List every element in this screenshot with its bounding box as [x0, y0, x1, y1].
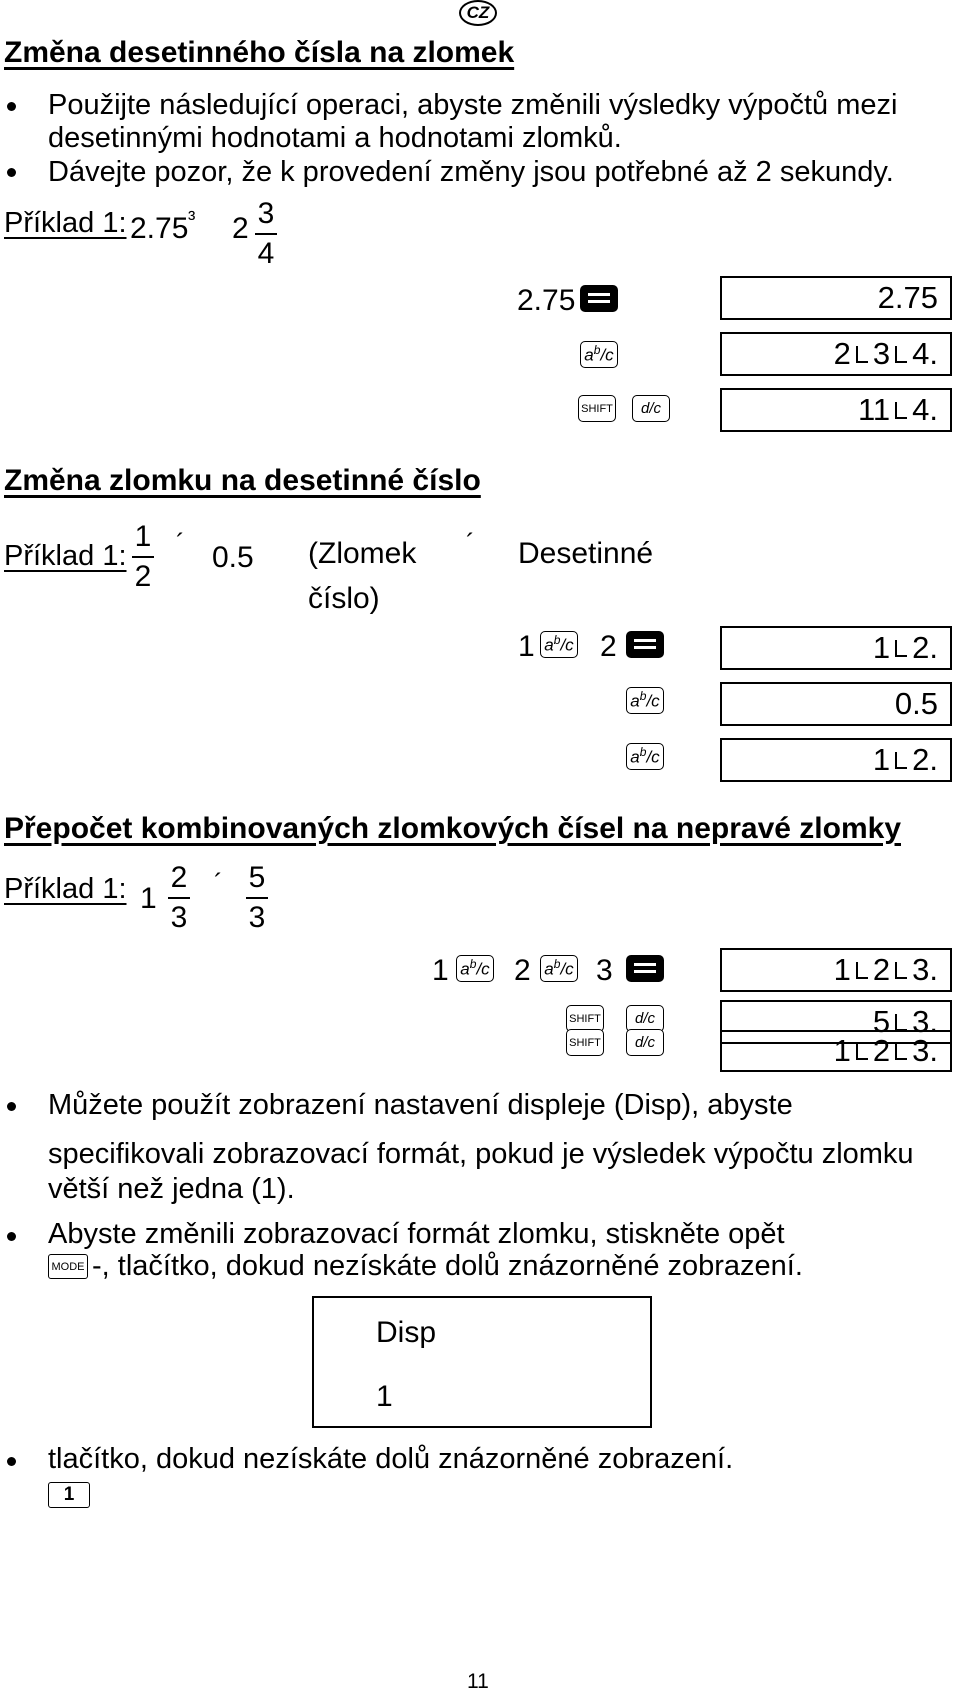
fraction-bar	[132, 556, 154, 558]
fraction-numerator: 5	[248, 861, 266, 894]
display-value: 0.5	[894, 686, 938, 721]
display-value: 3	[872, 336, 891, 371]
arrow-glyph: ´	[466, 528, 475, 558]
fraction-numerator: 1	[134, 520, 152, 553]
calculator-display	[720, 738, 952, 782]
example-whole: 2	[232, 212, 249, 245]
shift-key[interactable]: SHIFT	[566, 1029, 604, 1056]
calculator-display	[720, 1030, 952, 1072]
arrow-glyph: ´	[214, 868, 223, 898]
fraction-key-abc[interactable]	[626, 743, 664, 770]
fraction-key-abc[interactable]	[540, 955, 578, 982]
fraction-separator	[895, 752, 907, 769]
note-text: číslo)	[308, 582, 380, 615]
bullet	[7, 102, 16, 111]
disp-value: 1	[376, 1380, 393, 1413]
fraction-numerator: 3	[257, 197, 275, 230]
note-text: (Zlomek	[308, 537, 417, 570]
bullet	[7, 1457, 16, 1466]
key-input-value: 3	[596, 954, 613, 987]
fraction-key-abc[interactable]	[580, 341, 618, 368]
paragraph-line: Dávejte pozor, že k provedení změny jsou potřebné až 2 sekundy.	[48, 156, 894, 188]
display-value: 1	[833, 1033, 851, 1068]
fraction-key-glyph: $a^b/c$	[460, 957, 490, 979]
section-title-fraction-to-decimal: Změna zlomku na desetinné číslo	[4, 464, 481, 497]
paragraph-line: specifikovali zobrazovací formát, pokud je výsledek výpočtu zlomku	[48, 1138, 914, 1170]
fraction-separator	[895, 640, 907, 657]
page-number: 11	[467, 1670, 489, 1693]
fraction-separator	[895, 1043, 907, 1060]
fraction-separator	[856, 346, 868, 363]
display-value: 3.	[912, 952, 938, 987]
fraction-separator	[856, 1043, 868, 1060]
key-input-value: 1	[432, 954, 449, 987]
display-value: 5	[872, 1004, 891, 1039]
equals-key[interactable]	[580, 285, 618, 312]
example-result: 0.5	[212, 541, 254, 574]
fraction-separator	[895, 346, 907, 363]
shift-key[interactable]: SHIFT	[578, 395, 616, 422]
d-c-key[interactable]: d/c	[632, 395, 670, 422]
fraction-denominator: 4	[257, 237, 275, 270]
one-key[interactable]: 1	[48, 1482, 90, 1508]
disp-label: Disp	[376, 1316, 437, 1349]
calculator-display	[720, 948, 952, 992]
calculator-display	[720, 626, 952, 670]
display-value: 2.75	[877, 280, 938, 315]
display-value: 4.	[912, 392, 938, 427]
section-title-mixed-to-improper: Přepočet kombinovaných zlomkových čísel na nepravé zlomky	[4, 812, 901, 845]
example-label: Příklad 1:	[4, 207, 127, 239]
bullet	[7, 168, 16, 177]
arrow-glyph: ´	[176, 528, 185, 558]
fraction-bar	[168, 897, 190, 899]
equals-key[interactable]	[626, 955, 664, 982]
calculator-display	[720, 332, 952, 376]
fraction-denominator: 2	[134, 560, 152, 593]
key-input-value: 2	[600, 630, 617, 663]
language-badge-label: CZ	[466, 3, 490, 22]
key-input-value: 2.75	[517, 284, 576, 317]
paragraph-line: tlačítko, dokud nezískáte dolů znázorněné zobrazení.	[48, 1443, 734, 1475]
fraction-key-abc[interactable]	[456, 955, 494, 982]
fraction-separator	[895, 402, 907, 419]
paragraph-line: větší než jedna (1).	[48, 1173, 295, 1205]
shift-key[interactable]: SHIFT	[566, 1005, 604, 1032]
fraction-key-abc[interactable]	[540, 631, 578, 658]
key-input-value: 2	[514, 954, 531, 987]
paragraph-line: Abyste změnili zobrazovací formát zlomku, stiskněte opět	[48, 1218, 785, 1250]
display-value: 2	[872, 952, 891, 987]
example-decimal: 2.75	[130, 212, 189, 245]
fraction-denominator: 3	[170, 901, 188, 934]
language-badge	[459, 0, 497, 26]
calculator-display	[720, 276, 952, 320]
note-text: Desetinné	[518, 537, 654, 570]
display-value: 2.	[912, 630, 938, 665]
display-value: 11	[857, 392, 891, 427]
d-c-key[interactable]: d/c	[626, 1029, 664, 1056]
display-value: 3.	[912, 1004, 938, 1039]
example-label: Příklad 1:	[4, 873, 127, 905]
display-value: 1	[833, 952, 851, 987]
display-value: 1	[872, 742, 891, 777]
fraction-separator	[895, 1014, 907, 1031]
calculator-display	[720, 388, 952, 432]
display-value: 2	[872, 1033, 891, 1068]
fraction-key-glyph: $a^b/c$	[584, 343, 614, 365]
mode-key[interactable]: MODE	[48, 1254, 88, 1279]
fraction-numerator: 2	[170, 861, 188, 894]
fraction-key-glyph: $a^b/c$	[544, 633, 574, 655]
bullet	[7, 1232, 16, 1241]
example-fraction	[255, 198, 277, 270]
paragraph-line: Použijte následující operaci, abyste změnili výsledky výpočtů mezi	[48, 89, 898, 121]
example-fraction	[132, 521, 154, 593]
equals-key[interactable]	[626, 631, 664, 658]
display-value: 2.	[912, 742, 938, 777]
paragraph-line: desetinnými hodnotami a hodnotami zlomků.	[48, 122, 622, 154]
example-result-fraction	[246, 862, 268, 934]
fraction-key-glyph: $a^b/c$	[630, 745, 660, 767]
display-value: 3.	[912, 1033, 938, 1068]
fraction-bar	[246, 897, 268, 899]
fraction-key-glyph: $a^b/c$	[544, 957, 574, 979]
fraction-key-abc[interactable]	[626, 687, 664, 714]
fraction-denominator: 3	[248, 901, 266, 934]
d-c-key[interactable]: d/c	[626, 1005, 664, 1032]
paragraph-line: -, tlačítko, dokud nezískáte dolů znázorněné zobrazení.	[92, 1250, 803, 1282]
display-value: 4.	[912, 336, 938, 371]
disp-display-box	[312, 1296, 652, 1428]
section-title-decimal-to-fraction: Změna desetinného čísla na zlomek	[4, 36, 515, 69]
fraction-separator	[856, 962, 868, 979]
calculator-display	[720, 682, 952, 726]
key-input-value: 1	[518, 630, 535, 663]
example-whole: 1	[140, 882, 157, 915]
display-value: 2	[833, 336, 851, 371]
display-value: 1	[872, 630, 891, 665]
example-fraction	[168, 862, 190, 934]
fraction-bar	[255, 233, 277, 235]
fraction-key-glyph: $a^b/c$	[630, 689, 660, 711]
example-label: Příklad 1:	[4, 540, 127, 572]
fraction-separator	[895, 962, 907, 979]
arrow-glyph: ³	[188, 206, 196, 231]
bullet	[7, 1102, 16, 1111]
paragraph-line: Můžete použít zobrazení nastavení displeje (Disp), abyste	[48, 1089, 793, 1121]
